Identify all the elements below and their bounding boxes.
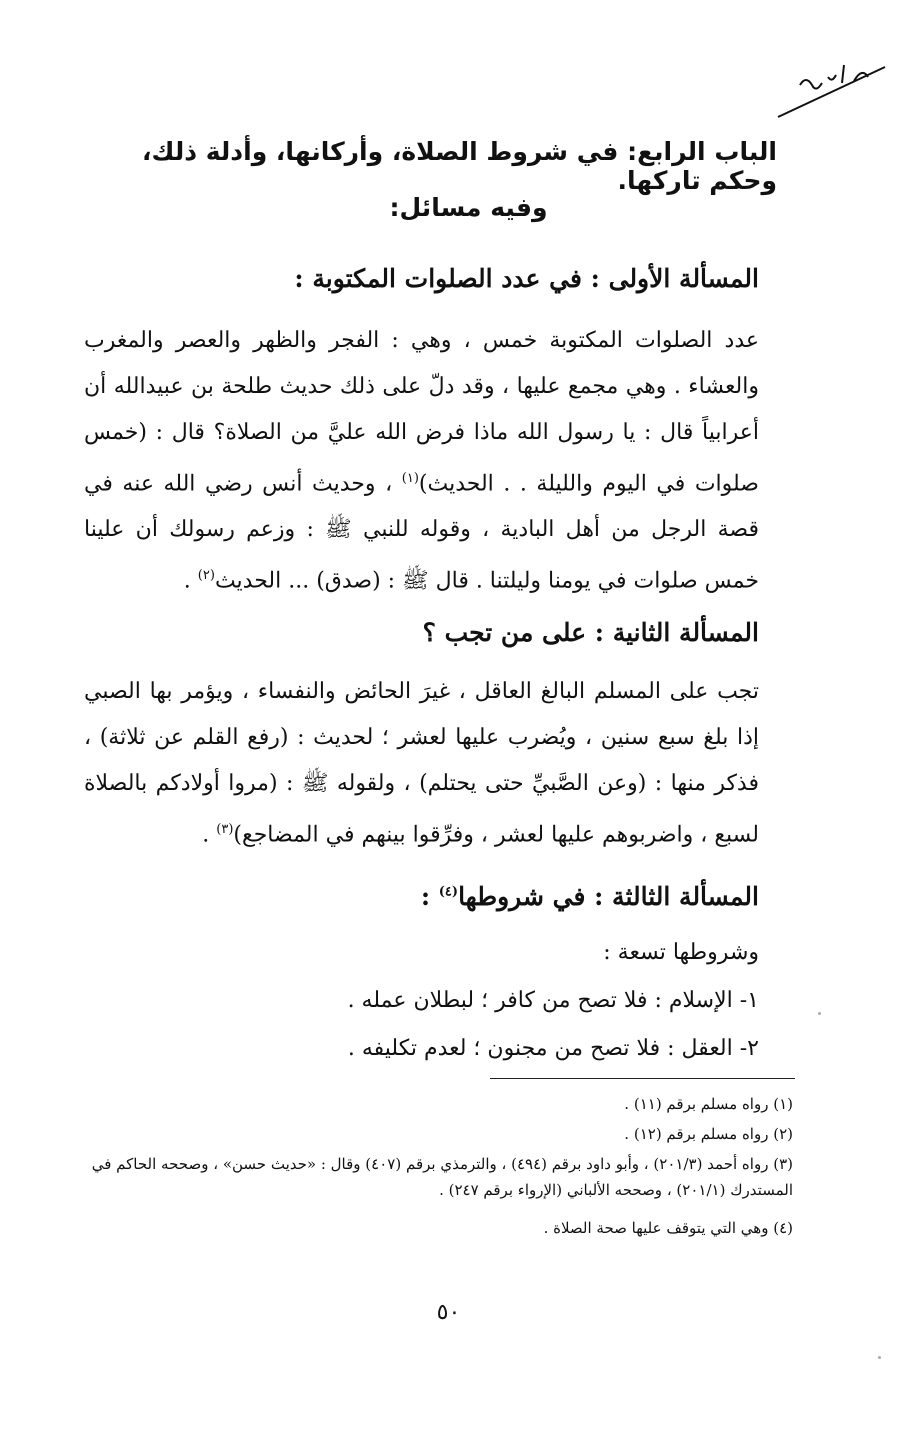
punct: .	[202, 822, 217, 848]
footnote: (٤) وهي التي يتوقف عليها صحة الصلاة .	[543, 1219, 793, 1237]
issue-1-body	[84, 318, 759, 605]
issue-3-heading-text: المسألة الثالثة : في شروطها	[458, 882, 759, 911]
issue-1-heading: المسألة الأولى : في عدد الصلوات المكتوبة :	[294, 264, 759, 293]
punct: :	[420, 882, 439, 911]
condition-item: ٢- العقل : فلا تصح من مجنون ؛ لعدم تكليفه .	[347, 1036, 759, 1061]
page-number: ٥٠	[436, 1300, 461, 1325]
issue-1-text: عدد الصلوات المكتوبة خمس ، وهي : الفجر والظهر والعصر والمغرب والعشاء . وهي مجمع عليها ، وقد دلّ على ذلك حديث طلحة بن عبيدالله أن أعرابياً قال : يا رسول الله ماذا فرض الله عليَّ من الصلاة؟ قال : (خمس صلوات في اليوم والليلة . . الحديث)	[84, 328, 759, 497]
footnote: (١) رواه مسلم برقم (١١) .	[624, 1095, 793, 1113]
conditions-intro: وشروطها تسعة :	[603, 940, 759, 965]
scan-speck	[878, 1356, 881, 1359]
scan-speck	[818, 1012, 821, 1015]
footnote-ref: (٢)	[197, 568, 215, 584]
footnote-ref: (٤)	[438, 884, 459, 900]
issue-1-text-cont: ، وحديث أنس رضي الله عنه في قصة الرجل من أهل البادية ، وقوله للنبي ﷺ : وزعم رسولك أن علينا خمس صلوات في يومنا وليلتنا . قال ﷺ : (صدق) ... الحديث	[84, 471, 759, 594]
punct: .	[183, 568, 198, 594]
issue-2-text: تجب على المسلم البالغ العاقل ، غيرَ الحائض والنفساء ، ويؤمر بها الصبي إذا بلغ سبع سنين ، ويُضرب عليها لعشر ؛ لحديث : (رفع القلم عن ثلاثة) ، فذكر منها : (وعن الصَّبيِّ حتى يحتلم) ، ولقوله ﷺ : (مروا أولادكم بالصلاة لسبع ، واضربوهم عليها لعشر ، وفرِّقوا بينهم في المضاجع)	[84, 679, 759, 848]
issue-2-heading: المسألة الثانية : على من تجب ؟	[422, 618, 759, 647]
condition-item: ١- الإسلام : فلا تصح من كافر ؛ لبطلان عمله .	[347, 988, 759, 1013]
svg-text:الى هنا: الى هنا	[787, 105, 790, 106]
chapter-title: الباب الرابع: في شروط الصلاة، وأركانها، وأدلة ذلك، وحكم تاركها.	[142, 137, 777, 195]
footnote-ref: (٣)	[216, 822, 234, 837]
footnote: (٣) رواه أحمد (٢٠١/٣) ، وأبو داود برقم (٤٩٤) ، والترمذي برقم (٤٠٧) وقال : «حديث حسن» ، وصححه الحاكم في المستدرك (٢٠١/١) ، وصححه الألباني (الإرواء برقم ٢٤٧) .	[91, 1155, 793, 1199]
footnote-divider	[490, 1078, 795, 1079]
issue-2-body	[84, 669, 759, 858]
chapter-subtitle: وفيه مسائل:	[389, 193, 548, 222]
issue-3-heading	[421, 882, 759, 911]
footnote-ref: (١)	[401, 471, 419, 486]
footnote: (٢) رواه مسلم برقم (١٢) .	[624, 1125, 793, 1143]
handwritten-note	[770, 55, 890, 125]
